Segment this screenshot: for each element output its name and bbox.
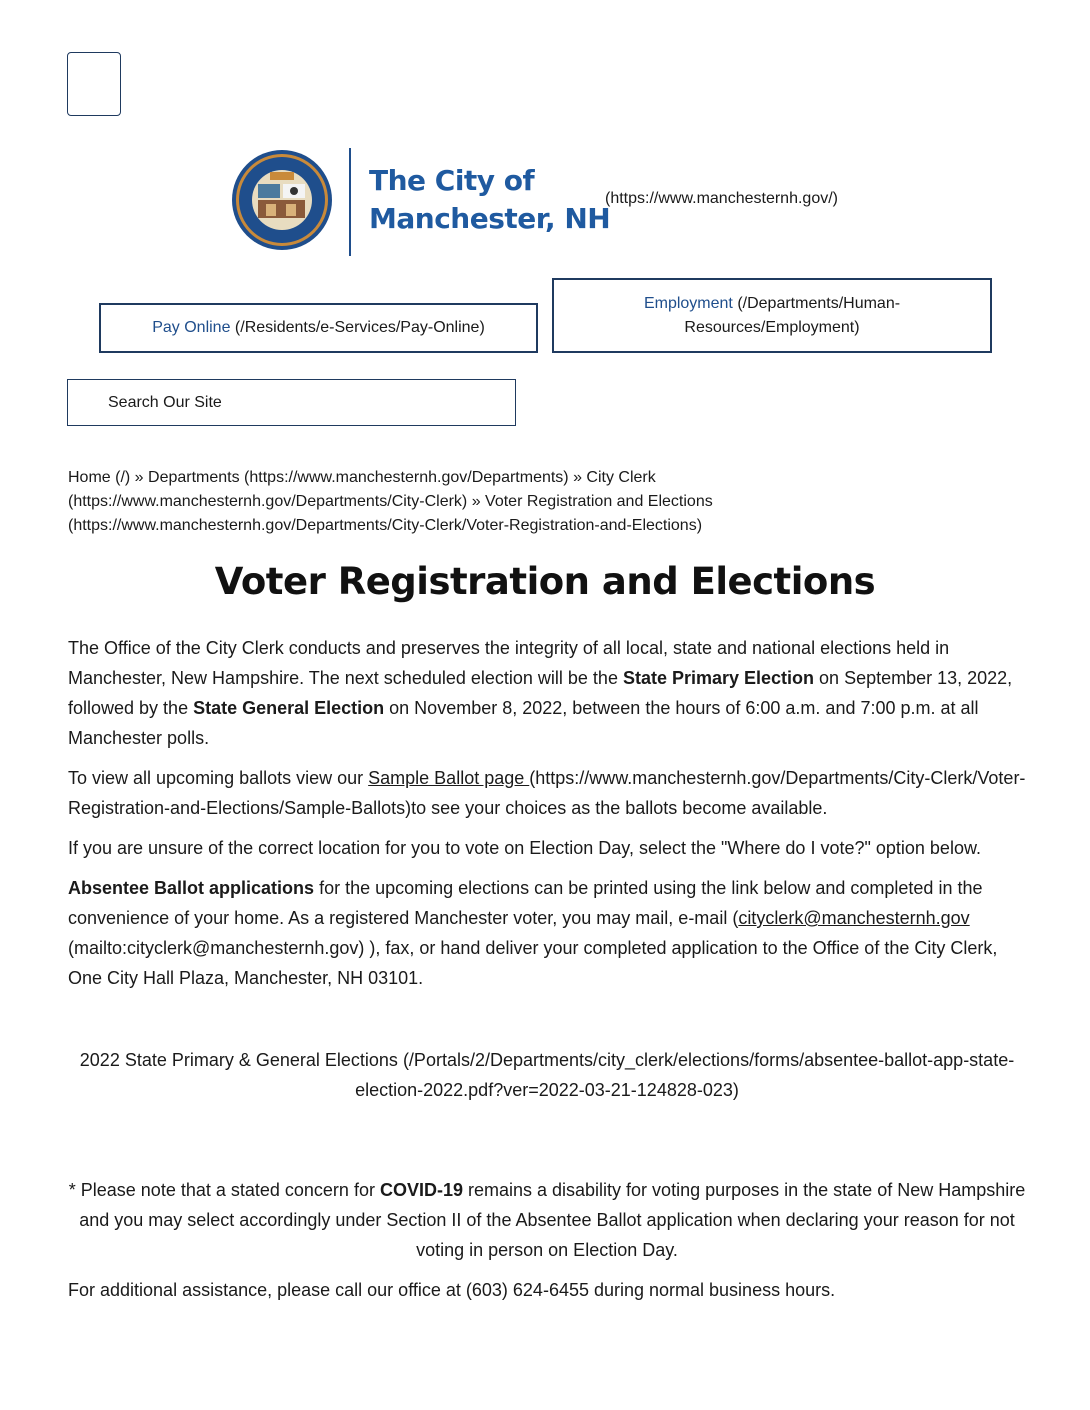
email-link[interactable]: cityclerk@manchesternh.gov <box>738 908 970 928</box>
logo-url: (https://www.manchesternh.gov/) <box>605 190 838 207</box>
assistance-text: For additional assistance, please call our office at (603) 624-6455 during normal business hours. <box>68 1280 836 1300</box>
sample-ballot-paragraph <box>68 763 1026 823</box>
intro-text-a: The Office of the City Clerk conducts and preserves the integrity of all local, state and national elections held in Manchester, New Hampshire. The next scheduled election will be the <box>68 638 950 688</box>
state-general-bold: State General Election <box>193 698 385 718</box>
intro-text-c: on September 13, 2022, followed by the <box>68 668 1013 718</box>
pay-online-url: (/Residents/e-Services/Pay-Online) <box>230 319 485 336</box>
breadcrumb-text: Home (/) » Departments (https://www.manchesternh.gov/Departments) » City Clerk (https://www.manchesternh.gov/Departments/City-Clerk) » Voter Registration and Elections (https://www.manchesternh.gov/Departments/City-Clerk/Voter-Registration-and-Elections) <box>68 469 713 534</box>
pay-online-button[interactable] <box>99 303 538 353</box>
city-seal-icon <box>230 148 334 252</box>
absentee-text-b: for the upcoming elections can be printed using the link below and completed in the convenience of your home. As a registered Manchester voter, you may mail, e-mail ( <box>68 878 983 928</box>
sample-ballot-link[interactable]: Sample Ballot page <box>368 768 530 788</box>
employment-label: Employment <box>643 294 733 312</box>
state-primary-bold: State Primary Election <box>622 668 815 688</box>
pay-online-label: Pay Online <box>152 319 231 336</box>
covid-bold: COVID-19 <box>379 1180 463 1200</box>
logo-line1: The City of <box>369 164 535 197</box>
logo-line2: Manchester, NH <box>369 202 611 235</box>
sample-ballot-text-a: To view all upcoming ballots view our <box>68 768 369 788</box>
covid-text-a: * Please note that a stated concern for <box>68 1180 380 1200</box>
breadcrumb[interactable] <box>68 466 968 538</box>
employment-button[interactable] <box>552 278 992 353</box>
absentee-text-c: (mailto:cityclerk@manchesternh.gov) ), fax, or hand deliver your completed application to the Office of the City Clerk, One City Hall Plaza, Manchester, NH 03101. <box>68 938 998 988</box>
page-title: Voter Registration and Elections <box>214 560 876 603</box>
absentee-bold: Absentee Ballot applications <box>68 878 315 898</box>
menu-toggle-button[interactable] <box>67 52 121 116</box>
covid-text-c: remains a disability for voting purposes in the state of New Hampshire and you may select accordingly under Section II of the Absentee Ballot application when declaring your reason for not voting in person on Election Day. <box>79 1180 1026 1260</box>
covid-note <box>68 1175 1026 1265</box>
forms-link[interactable]: 2022 State Primary & General Elections (/Portals/2/Departments/city_clerk/elections/forms/absentee-ballot-app-state-election-2022.pdf?ver=2022-03-21-124828-023) <box>79 1050 1015 1100</box>
main-content <box>68 633 1026 1003</box>
absentee-paragraph <box>68 873 1026 993</box>
intro-text-e: on November 8, 2022, between the hours of 6:00 a.m. and 7:00 p.m. at all Manchester polls. <box>68 698 979 748</box>
site-logo[interactable] <box>230 148 870 258</box>
logo-text[interactable] <box>369 162 610 238</box>
logo-divider <box>349 148 351 256</box>
search-input[interactable] <box>67 379 516 426</box>
sample-ballot-text-b: (https://www.manchesternh.gov/Departments/City-Clerk/Voter-Registration-and-Elections/Sample-Ballots)to see your choices as the ballots become available. <box>68 768 1026 818</box>
intro-paragraph <box>68 633 1026 753</box>
employment-url: (/Departments/Human-Resources/Employment) <box>684 294 901 336</box>
where-vote-paragraph: If you are unsure of the correct location for you to vote on Election Day, select the "Where do I vote?" option below. <box>68 838 981 858</box>
search-label: Search Our Site <box>108 393 222 411</box>
